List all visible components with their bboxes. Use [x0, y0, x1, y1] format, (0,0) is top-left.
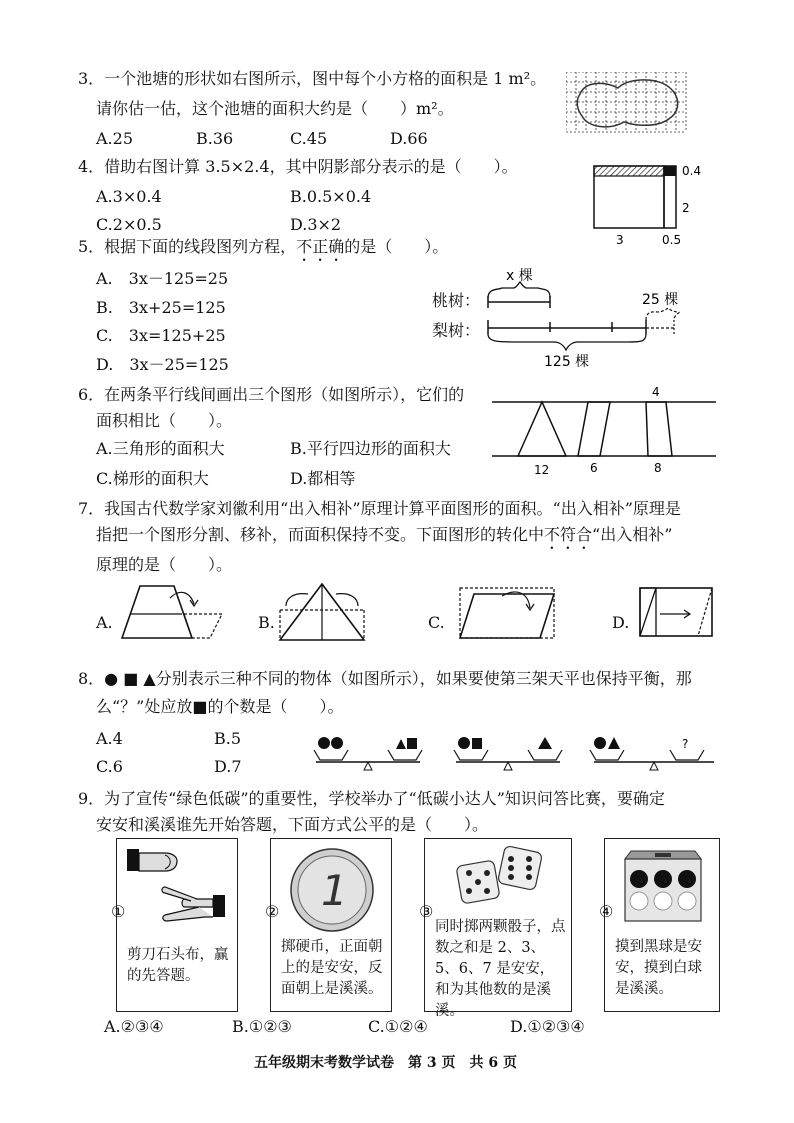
rock-paper-scissors-hands-icon [125, 847, 229, 925]
rectangle-area-figure [586, 160, 716, 250]
label-6: 6 [590, 461, 598, 475]
card-2-number: ② [265, 902, 280, 921]
line-segment-figure [478, 262, 708, 372]
balance-scales-figure [310, 730, 720, 776]
q9-stem: 9．为了宣传“绿色低碳”的重要性，学校举办了“低碳小达人”知识问答比赛，要确定 [78, 789, 665, 808]
q7-stem: 7．我国古代数学家刘徽利用“出入相补”原理计算平面图形的面积。“出入相补”原理是 [78, 499, 681, 518]
q6-option-c: C.梯形的面积大 [96, 469, 209, 488]
q7-figure-a [118, 582, 228, 642]
dice-icon [455, 845, 545, 907]
q7-figure-c [450, 582, 562, 642]
q7-figure-b [272, 580, 372, 644]
q3-option-a: A.25 [96, 129, 133, 148]
q6-option-d: D.都相等 [290, 469, 356, 488]
q8-stem2: 么“？”处应放■的个数是（ ）。 [96, 697, 344, 716]
question-mark: ? [682, 737, 689, 751]
label-3: 3 [616, 233, 624, 247]
q6-stem2: 面积相比（ ）。 [96, 411, 233, 430]
q4-option-b: B.0.5×0.4 [290, 187, 372, 206]
card-2 [265, 838, 392, 1012]
q8-option-b: B.5 [214, 729, 242, 748]
q3-option-b: B.36 [196, 129, 234, 148]
card-1-number: ① [111, 902, 126, 921]
label-2: 2 [682, 201, 690, 215]
q9-option-b: B.①②③ [232, 1017, 292, 1036]
label-0-5: 0.5 [662, 233, 682, 247]
coin-icon [287, 845, 377, 935]
label-0-4: 0.4 [682, 164, 702, 178]
q5-stem: 5．根据下面的线段图列方程，不正确的是（ ）。 [78, 237, 449, 256]
q7-figure-d [626, 584, 718, 640]
q4-option-a: A.3×0.4 [96, 187, 162, 206]
q7-option-a: A. [96, 613, 113, 632]
q9-option-d: D.①②③④ [510, 1017, 585, 1036]
q7-stem2: 指把一个图形分割、移补，而面积保持不变。下面图形的转化中不符合“出入相补” [96, 525, 673, 544]
extra-25-label: 25 棵 [642, 292, 679, 308]
q9-option-c: C.①②④ [368, 1017, 428, 1036]
card-3-number: ③ [419, 902, 434, 921]
q8-stem: 8．● ■ ▲分别表示三种不同的物体（如图所示），如果要使第三架天平也保持平衡，那 [78, 669, 692, 688]
q6-option-b: B.平行四边形的面积大 [290, 439, 451, 458]
card-4-number: ④ [599, 902, 614, 921]
peach-label: 桃树： [432, 291, 481, 310]
pear-label: 梨树： [432, 321, 481, 340]
q7-option-c: C. [428, 613, 445, 632]
q5-option-d: D. 3x－25=125 [96, 355, 229, 374]
card-2-text: 掷硬币，正面朝上的是安安，反面朝上是溪溪。 [281, 939, 383, 997]
q5-option-b: B. 3x+25=125 [96, 298, 226, 317]
card-3 [419, 838, 572, 1019]
ball-box-icon [621, 849, 705, 923]
q9-stem2: 安安和溪溪谁先开始答题，下面方式公平的是（ ）。 [96, 815, 489, 834]
q7-stem3: 原理的是（ ）。 [96, 555, 233, 574]
card-4-text: 摸到黑球是安安，摸到白球是溪溪。 [615, 939, 702, 997]
q5-option-c: C. 3x=125+25 [96, 326, 226, 345]
q4-stem: 4．借助右图计算 3.5×2.4，其中阴影部分表示的是（ ）。 [78, 157, 518, 176]
label-12: 12 [534, 463, 550, 477]
q8-option-a: A.4 [96, 729, 123, 748]
coin-value: 1 [321, 866, 348, 915]
card-3-text: 同时掷两颗骰子，点数之和是 2、3、5、6、7 是安安，和为其他数的是溪溪。 [435, 919, 566, 1019]
label-8: 8 [654, 461, 662, 475]
q3-stem: 3．一个池塘的形状如右图所示，图中每个小方格的面积是 1 m²。 [78, 69, 547, 88]
q6-stem: 6．在两条平行线间画出三个图形（如图所示），它们的 [78, 385, 465, 404]
card-4 [599, 838, 720, 1012]
label-4: 4 [652, 385, 660, 399]
q4-option-d: D.3×2 [290, 215, 342, 234]
pond-grid-figure [566, 72, 692, 142]
q6-option-a: A.三角形的面积大 [96, 439, 225, 458]
q4-option-c: C.2×0.5 [96, 215, 162, 234]
card-1-text: 剪刀石头布，赢的先答题。 [127, 947, 229, 984]
q7-option-b: B. [258, 613, 275, 632]
q8-option-d: D.7 [214, 757, 242, 776]
q5-option-a: A. 3x－125=25 [96, 269, 229, 288]
total-125-label: 125 棵 [544, 354, 590, 370]
q7-option-d: D. [612, 613, 630, 632]
q3-option-d: D.66 [390, 129, 428, 148]
card-1 [111, 838, 238, 1012]
q8-option-c: C.6 [96, 757, 123, 776]
parallel-lines-figure [492, 384, 718, 480]
q3-stem2: 请你估一估，这个池塘的面积大约是（ ）m²。 [96, 99, 454, 118]
page-footer: 五年级期末考数学试卷 第 3 页 共 6 页 [254, 1055, 517, 1071]
q9-option-a: A.②③④ [104, 1017, 164, 1036]
q3-option-c: C.45 [290, 129, 328, 148]
x-label: x 棵 [506, 268, 533, 284]
